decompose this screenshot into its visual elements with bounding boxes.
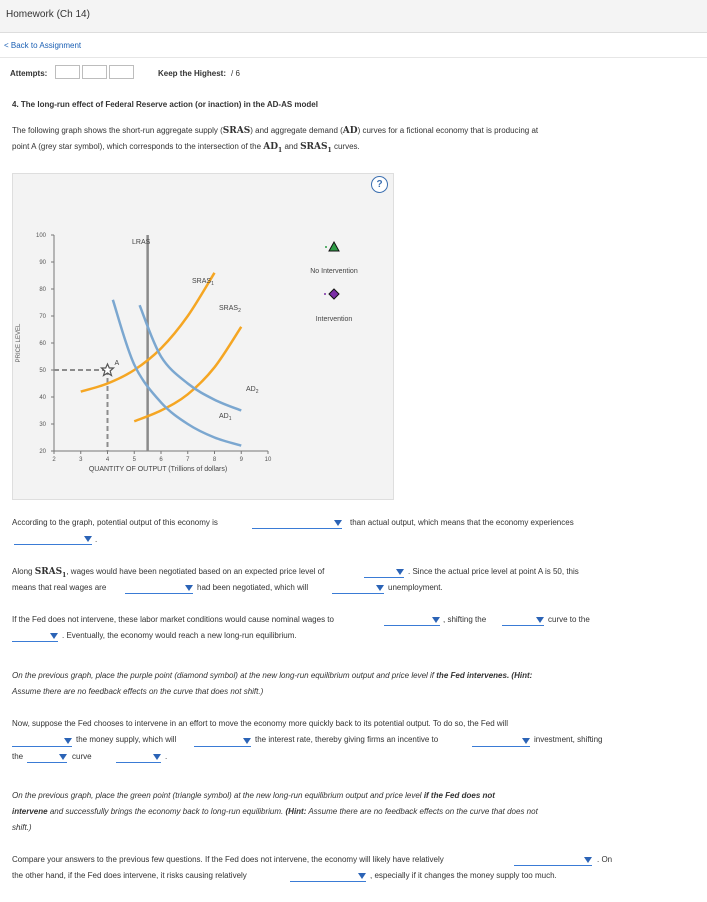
y-tick-label: 40	[39, 395, 46, 401]
instruction-no-intervene-line-1: On the previous graph, place the green point (triangle symbol) at the new long-run equilibrium output and price level if the Fed does not	[12, 791, 495, 800]
shift-direction-dropdown[interactable]	[12, 631, 58, 642]
q1-text-c: .	[95, 535, 98, 544]
y-tick-label: 100	[35, 233, 46, 239]
help-icon[interactable]: ?	[371, 176, 388, 193]
q3-text-b: , shifting the	[443, 615, 487, 624]
q3-text-c: curve to the	[548, 615, 590, 624]
instruction-no-intervene-line-3: shift.)	[12, 823, 32, 832]
keep-highest-label: Keep the Highest:	[158, 69, 227, 78]
q4-text-e: the	[12, 752, 24, 761]
sras2-label: $SRAS_2$	[219, 305, 241, 314]
q2-text-f: unemployment.	[388, 583, 443, 592]
q4-text-b: the money supply, which will	[76, 735, 177, 744]
y-tick-label: 20	[39, 449, 46, 455]
interest-rate-dropdown[interactable]	[194, 736, 251, 747]
investment-dropdown[interactable]	[472, 736, 530, 747]
x-axis-label: QUANTITY OF OUTPUT (Trillions of dollars)	[88, 466, 228, 473]
real-wages-dropdown[interactable]	[125, 583, 193, 594]
q4-text-g: .	[165, 752, 168, 761]
back-to-assignment-link[interactable]: < Back to Assignment	[4, 41, 82, 50]
x-tick-label: 4	[105, 457, 110, 463]
legend-no-intervention: No Intervention	[310, 268, 358, 275]
y-tick-label: 90	[39, 260, 46, 266]
x-tick-label: 3	[79, 457, 83, 463]
q2-text-e: had been negotiated, which will	[197, 583, 309, 592]
x-tick-label: 7	[186, 457, 190, 463]
x-tick-label: 5	[132, 457, 136, 463]
y-ticks	[36, 233, 54, 455]
attempt-box	[55, 65, 80, 79]
no-intervention-outcome-dropdown[interactable]	[514, 855, 592, 866]
y-tick-label: 50	[39, 368, 46, 374]
x-ticks	[52, 451, 272, 463]
page-title: Homework (Ch 14)	[6, 9, 90, 20]
q1-text-a: According to the graph, potential output of this economy is	[12, 518, 218, 527]
divider	[0, 57, 707, 58]
intervention-outcome-dropdown[interactable]	[290, 871, 366, 882]
unemployment-effect-dropdown[interactable]	[332, 583, 384, 594]
top-bar	[0, 0, 707, 33]
attempts-label: Attempts:	[10, 69, 48, 78]
economy-experiences-dropdown[interactable]	[14, 534, 92, 545]
sras1-label: $SRAS_1$	[192, 278, 214, 287]
ad-as-graph[interactable]	[12, 173, 394, 500]
q1-text-b: than actual output, which means that the economy experiences	[350, 518, 574, 527]
nominal-wages-dropdown[interactable]	[384, 615, 440, 626]
intro-line-2: point A (grey star symbol), which corresponds to the intersection of the $AD_1$ and $SRAS_1$ curves.	[12, 142, 360, 154]
q4-text-f: curve	[72, 752, 92, 761]
which-curve-dropdown[interactable]	[27, 752, 67, 763]
attempt-box	[82, 65, 107, 79]
y-tick-label: 80	[39, 287, 46, 293]
point-a-label: A	[114, 360, 120, 367]
x-tick-label: 8	[212, 457, 217, 463]
instruction-no-intervene-line-2: intervene and successfully brings the economy back to long-run equilibrium. (Hint: Assume there are no feedback effects on the curve that does not	[12, 807, 538, 816]
legend-intervention: Intervention	[315, 316, 353, 323]
potential-output-dropdown[interactable]	[252, 518, 342, 529]
q5-text-c: the other hand, if the Fed does intervene, it risks causing relatively	[12, 871, 247, 880]
q3-text-d: . Eventually, the economy would reach a new long-run equilibrium.	[62, 631, 297, 640]
q2-text-a: Along $SRAS_1$, wages would have been negotiated based on an expected price level of	[12, 567, 325, 579]
x-tick-label: 2	[52, 457, 56, 463]
keep-highest-value: / 6	[231, 69, 240, 78]
no-intervention-triangle-icon[interactable]	[325, 242, 339, 251]
q5-text-a: Compare your answers to the previous few questions. If the Fed does not intervene, the economy will likely have relatively	[12, 855, 444, 864]
x-tick-label: 6	[159, 457, 163, 463]
lras-label: LRAS	[132, 239, 151, 246]
intro-line-1: The following graph shows the short-run aggregate supply (SRAS) and aggregate demand (AD) curves for a fictional economy that is producing at	[12, 126, 539, 136]
q2-text-c: . Since the actual price level at point A is 50, this	[408, 567, 579, 576]
expected-price-level-dropdown[interactable]	[364, 567, 404, 578]
q5-text-d: , especially if it changes the money supply too much.	[370, 871, 557, 880]
curve-direction-dropdown[interactable]	[116, 752, 161, 763]
y-tick-label: 30	[39, 422, 46, 428]
ad1-label: $AD_1$	[219, 413, 232, 422]
y-tick-label: 60	[39, 341, 46, 347]
y-tick-label: 70	[39, 314, 46, 320]
ad2-label: $AD_2$	[246, 386, 259, 395]
q5-text-b: . On	[597, 855, 613, 864]
money-supply-dropdown[interactable]	[12, 736, 72, 747]
x-tick-label: 10	[264, 457, 272, 463]
sras2-curve	[134, 327, 241, 422]
q3-text-a: If the Fed does not intervene, these labor market conditions would cause nominal wages to	[12, 615, 334, 624]
instruction-intervene-line-1: On the previous graph, place the purple point (diamond symbol) at the new long-run equilibrium output and price level if the Fed intervenes. (Hint:	[12, 671, 533, 680]
q4-text-d: investment, shifting	[534, 735, 603, 744]
y-axis-label: PRICE LEVEL	[16, 323, 22, 363]
instruction-intervene-line-2: Assume there are no feedback effects on the curve that does not shift.)	[12, 687, 264, 696]
question-title: 4. The long-run effect of Federal Reserve action (or inaction) in the AD-AS model	[12, 100, 318, 109]
q4-text-c: the interest rate, thereby giving firms an incentive to	[255, 735, 439, 744]
shifting-curve-dropdown[interactable]	[502, 615, 544, 626]
attempt-box	[109, 65, 134, 79]
q2-text-d: means that real wages are	[12, 583, 107, 592]
q4-text-a: Now, suppose the Fed chooses to intervene in an effort to move the economy more quickly back to its potential output. To do so, the Fed will	[12, 719, 508, 728]
intervention-diamond-icon[interactable]	[324, 289, 339, 299]
x-tick-label: 9	[239, 457, 243, 463]
